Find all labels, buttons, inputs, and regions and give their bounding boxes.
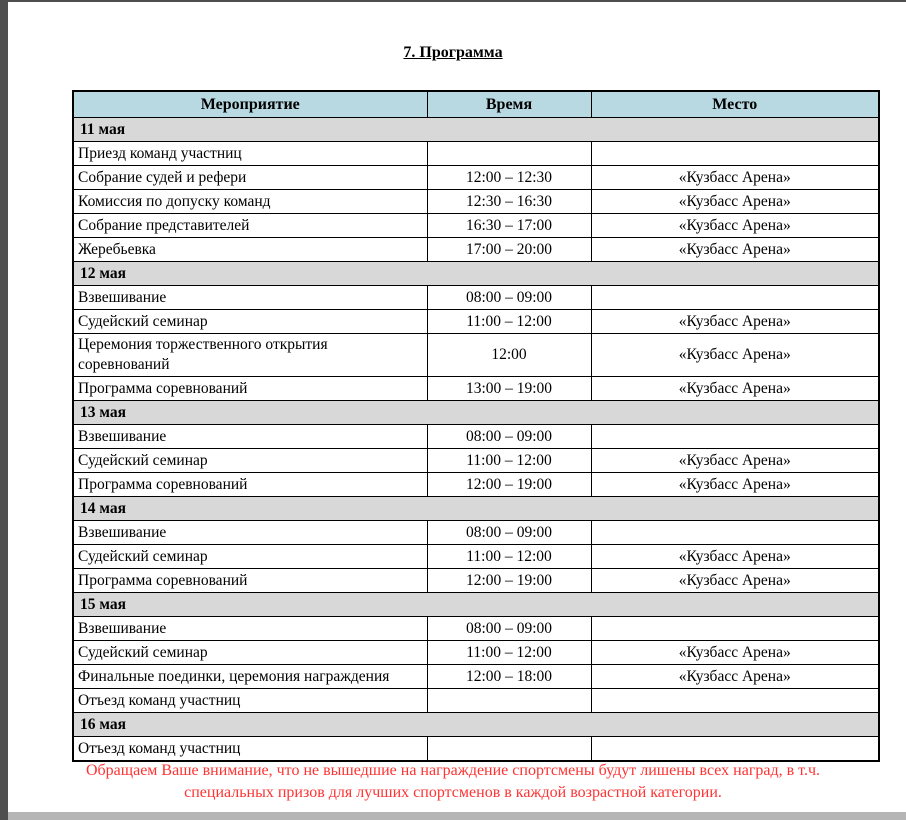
time-cell: 12:00 — [427, 334, 591, 377]
time-cell: 12:00 – 19:00 — [427, 473, 591, 497]
viewer-bottom-bar — [8, 812, 906, 820]
viewer-left-edge — [0, 0, 8, 820]
column-header-place: Место — [591, 91, 879, 118]
time-cell: 08:00 – 09:00 — [427, 617, 591, 641]
event-row — [73, 425, 879, 449]
date-cell: 11 мая — [73, 118, 879, 142]
event-cell: Взвешивание — [73, 617, 427, 641]
place-cell: «Кузбасс Арена» — [591, 545, 879, 569]
page-title: 7. Программа — [403, 44, 503, 61]
event-cell: Программа соревнований — [73, 377, 427, 401]
event-cell: Судейский семинар — [73, 641, 427, 665]
event-row — [73, 665, 879, 689]
place-cell: «Кузбасс Арена» — [591, 569, 879, 593]
event-cell: Собрание представителей — [73, 214, 427, 238]
event-cell: Судейский семинар — [73, 310, 427, 334]
time-cell: 08:00 – 09:00 — [427, 286, 591, 310]
event-row — [73, 214, 879, 238]
place-cell — [591, 617, 879, 641]
time-cell: 12:00 – 12:30 — [427, 166, 591, 190]
event-row — [73, 569, 879, 593]
event-cell: Церемония торжественного открытия соревнований — [73, 334, 427, 377]
event-row — [73, 334, 879, 377]
table-body — [73, 118, 879, 762]
event-row — [73, 142, 879, 166]
place-cell: «Кузбасс Арена» — [591, 166, 879, 190]
time-cell: 17:00 – 20:00 — [427, 238, 591, 262]
table-header-row — [73, 91, 879, 118]
place-cell: «Кузбасс Арена» — [591, 334, 879, 377]
event-cell: Приезд команд участниц — [73, 142, 427, 166]
time-cell: 11:00 – 12:00 — [427, 449, 591, 473]
event-cell: Взвешивание — [73, 425, 427, 449]
date-row — [73, 401, 879, 425]
time-cell: 11:00 – 12:00 — [427, 641, 591, 665]
event-row — [73, 310, 879, 334]
event-cell: Судейский семинар — [73, 449, 427, 473]
place-cell: «Кузбасс Арена» — [591, 449, 879, 473]
event-cell: Программа соревнований — [73, 569, 427, 593]
time-cell — [427, 689, 591, 713]
date-row — [73, 713, 879, 737]
event-cell: Жеребьевка — [73, 238, 427, 262]
event-row — [73, 641, 879, 665]
event-row — [73, 473, 879, 497]
place-cell — [591, 425, 879, 449]
event-row — [73, 545, 879, 569]
event-row — [73, 166, 879, 190]
place-cell — [591, 521, 879, 545]
event-cell: Взвешивание — [73, 286, 427, 310]
time-cell: 08:00 – 09:00 — [427, 425, 591, 449]
date-row — [73, 118, 879, 142]
program-table — [72, 90, 880, 762]
time-cell — [427, 142, 591, 166]
event-row — [73, 190, 879, 214]
place-cell — [591, 737, 879, 762]
time-cell: 11:00 – 12:00 — [427, 545, 591, 569]
event-row — [73, 377, 879, 401]
place-cell: «Кузбасс Арена» — [591, 473, 879, 497]
place-cell: «Кузбасс Арена» — [591, 310, 879, 334]
event-row — [73, 617, 879, 641]
event-row — [73, 238, 879, 262]
date-row — [73, 593, 879, 617]
place-cell — [591, 689, 879, 713]
event-cell: Взвешивание — [73, 521, 427, 545]
awards-warning-note: Обращаем Ваше внимание, что не вышедшие на награждение спортсмены будут лишены всех наград, в т.ч. специальных призов для лучших спортсменов в каждой возрастной категории. — [85, 762, 821, 801]
place-cell: «Кузбасс Арена» — [591, 665, 879, 689]
event-cell: Финальные поединки, церемония награждения — [73, 665, 427, 689]
time-cell — [427, 737, 591, 762]
time-cell: 08:00 – 09:00 — [427, 521, 591, 545]
date-cell: 16 мая — [73, 713, 879, 737]
date-cell: 12 мая — [73, 262, 879, 286]
event-row — [73, 286, 879, 310]
date-cell: 14 мая — [73, 497, 879, 521]
event-cell: Судейский семинар — [73, 545, 427, 569]
date-row — [73, 262, 879, 286]
place-cell: «Кузбасс Арена» — [591, 641, 879, 665]
event-row — [73, 689, 879, 713]
time-cell: 12:30 – 16:30 — [427, 190, 591, 214]
time-cell: 16:30 – 17:00 — [427, 214, 591, 238]
place-cell — [591, 286, 879, 310]
viewer-top-edge — [0, 0, 906, 2]
event-cell: Программа соревнований — [73, 473, 427, 497]
place-cell: «Кузбасс Арена» — [591, 238, 879, 262]
event-cell: Отъезд команд участниц — [73, 689, 427, 713]
place-cell: «Кузбасс Арена» — [591, 190, 879, 214]
date-row — [73, 497, 879, 521]
time-cell: 11:00 – 12:00 — [427, 310, 591, 334]
time-cell: 13:00 – 19:00 — [427, 377, 591, 401]
event-row — [73, 449, 879, 473]
date-cell: 13 мая — [73, 401, 879, 425]
event-cell: Собрание судей и рефери — [73, 166, 427, 190]
time-cell: 12:00 – 18:00 — [427, 665, 591, 689]
place-cell — [591, 142, 879, 166]
time-cell: 12:00 – 19:00 — [427, 569, 591, 593]
event-cell: Отъезд команд участниц — [73, 737, 427, 762]
column-header-time: Время — [427, 91, 591, 118]
place-cell: «Кузбасс Арена» — [591, 377, 879, 401]
event-cell: Комиссия по допуску команд — [73, 190, 427, 214]
place-cell: «Кузбасс Арена» — [591, 214, 879, 238]
date-cell: 15 мая — [73, 593, 879, 617]
event-row — [73, 737, 879, 762]
column-header-event: Мероприятие — [73, 91, 427, 118]
event-row — [73, 521, 879, 545]
